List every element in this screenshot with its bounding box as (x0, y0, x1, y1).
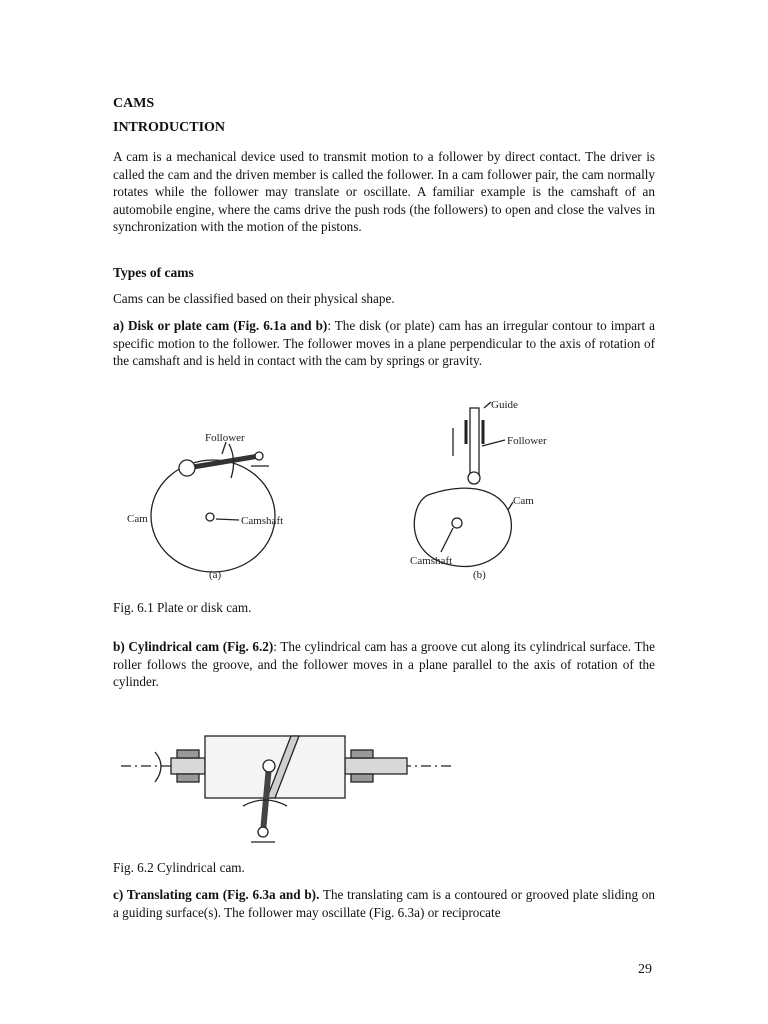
follower-roller (179, 460, 195, 476)
right-bearing-bottom (351, 774, 373, 782)
heading-introduction: INTRODUCTION (113, 120, 226, 135)
right-shaft (345, 758, 407, 774)
follower-pivot (255, 452, 263, 460)
figure-6-1b (414, 402, 513, 567)
follower-b-leader (482, 440, 505, 446)
heading-types-of-cams: Types of cams (113, 265, 194, 280)
label-b-cam: Cam (513, 495, 534, 507)
figure-6-2-caption: Fig. 6.2 Cylindrical cam. (113, 860, 245, 875)
translating-cam-title: c) Translating cam (Fig. 6.3a and b). (113, 887, 320, 902)
label-b-guide: Guide (491, 399, 518, 411)
follower-roller-cyl (263, 760, 275, 772)
types-intro-paragraph: Cams can be classified based on their physical shape. (113, 291, 395, 306)
left-bearing-bottom (177, 774, 199, 782)
label-a-follower: Follower (205, 432, 245, 444)
translating-cam-text: The translating cam is a contoured or grooved plate sliding on a guiding surface(s). The follower may oscillate (Fig. 6.3a) or reciprocate (113, 887, 655, 920)
camshaft-leader (216, 519, 239, 520)
label-a: (a) (209, 569, 222, 581)
figure-6-1-caption: Fig. 6.1 Plate or disk cam. (113, 600, 252, 615)
figure-6-2 (113, 724, 463, 848)
left-shaft (171, 758, 205, 774)
intro-paragraph: A cam is a mechanical device used to transmit motion to a follower by direct contact. The driver is called the cam and the driven member is called the follower. In a cam follower pair, the cam normally rotates while the follower may translate or oscillate. A familiar example is the camshaft of an automobile engine, where the cams drive the push rods (the followers) to open and close the valves in synchronization with the motion of the pistons. (113, 149, 655, 235)
right-bearing (351, 750, 373, 758)
label-b-camshaft: Camshaft (410, 555, 453, 567)
guide-leader (484, 402, 491, 408)
camshaft-b-hub (452, 518, 462, 528)
follower-b-stem (470, 408, 479, 480)
left-bearing (177, 750, 199, 758)
camshaft-hub (206, 513, 214, 521)
disk-cam-title: a) Disk or plate cam (Fig. 6.1a and b) (113, 318, 328, 333)
cylindrical-cam-paragraph (113, 638, 655, 691)
label-b: (b) (473, 569, 486, 581)
follower-b-roller (468, 472, 480, 484)
label-a-cam: Cam (127, 513, 148, 525)
label-b-follower: Follower (507, 435, 547, 447)
rotation-arrow (155, 752, 161, 782)
cylindrical-cam-text: : The cylindrical cam has a groove cut along its cylindrical surface. The roller follows the groove, and the follower moves in a plane parallel to the axis of rotation of the cylinder. (113, 639, 655, 690)
disk-cam-paragraph (113, 317, 655, 370)
label-a-camshaft: Camshaft (241, 515, 284, 527)
disk-cam-text: : The disk (or plate) cam has an irregular contour to impart a specific motion to the follower. The follower moves in a plane perpendicular to the axis of rotation of the camshaft and is held in contact with the cam by springs or gravity. (113, 318, 656, 369)
heading-cams: CAMS (113, 96, 155, 111)
figure-6-1a (151, 442, 275, 572)
page-number: 29 (638, 962, 652, 977)
figure-6-1 (113, 392, 573, 588)
cylindrical-cam-title: b) Cylindrical cam (Fig. 6.2) (113, 639, 274, 654)
translating-cam-paragraph (113, 886, 655, 921)
camshaft-b-leader (441, 528, 453, 552)
follower-pivot-cyl (258, 827, 268, 837)
